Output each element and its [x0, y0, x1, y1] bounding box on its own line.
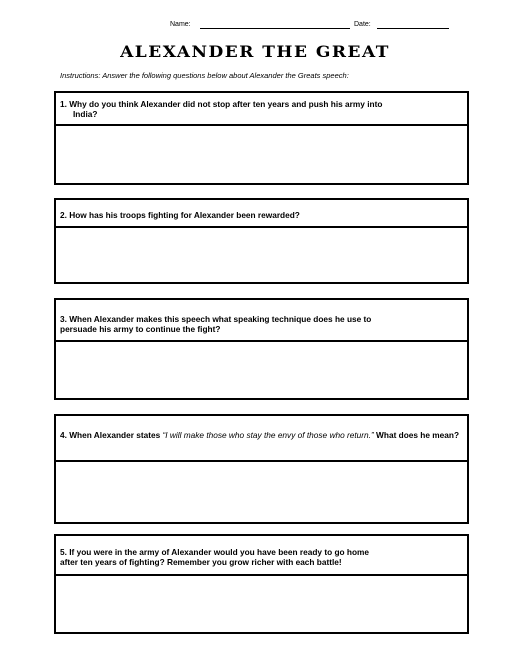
question-2-text: 2. How has his troops fighting for Alexander been rewarded?: [60, 210, 300, 220]
question-1-box: [54, 91, 469, 185]
question-4-prefix: 4. When Alexander states: [60, 430, 163, 440]
name-label: Name:: [170, 21, 191, 28]
question-5-line-2: after ten years of fighting? Remember you grow richer with each battle!: [60, 557, 342, 567]
question-4-suffix: What does he mean?: [373, 430, 460, 440]
question-3-line-1: 3. When Alexander makes this speech what speaking technique does he use to: [60, 314, 372, 324]
question-4-box: [54, 414, 469, 524]
instructions-text: Instructions: Answer the following questions below about Alexander the Greats speech:: [60, 71, 349, 80]
question-5-box: [54, 534, 469, 634]
page-title: ALEXANDER THE GREAT: [120, 42, 390, 62]
question-3-box: [54, 298, 469, 400]
name-field[interactable]: [200, 20, 350, 29]
question-1-line-1: 1. Why do you think Alexander did not stop after ten years and push his army into: [60, 99, 383, 109]
question-4-prompt: [56, 416, 467, 462]
question-1-prompt: [56, 93, 467, 126]
date-label: Date:: [354, 21, 371, 28]
question-3-line-2: persuade his army to continue the fight?: [60, 324, 221, 334]
date-field[interactable]: [377, 20, 449, 29]
question-5-prompt: [56, 536, 467, 576]
question-1-line-2: India?: [73, 109, 98, 119]
question-2-prompt: [56, 200, 467, 228]
question-2-box: [54, 198, 469, 284]
question-5-line-1: 5. If you were in the army of Alexander would you have been ready to go home: [60, 547, 370, 557]
question-4-quote: “I will make those who stay the envy of those who return.”: [162, 430, 374, 440]
question-3-prompt: [56, 300, 467, 342]
